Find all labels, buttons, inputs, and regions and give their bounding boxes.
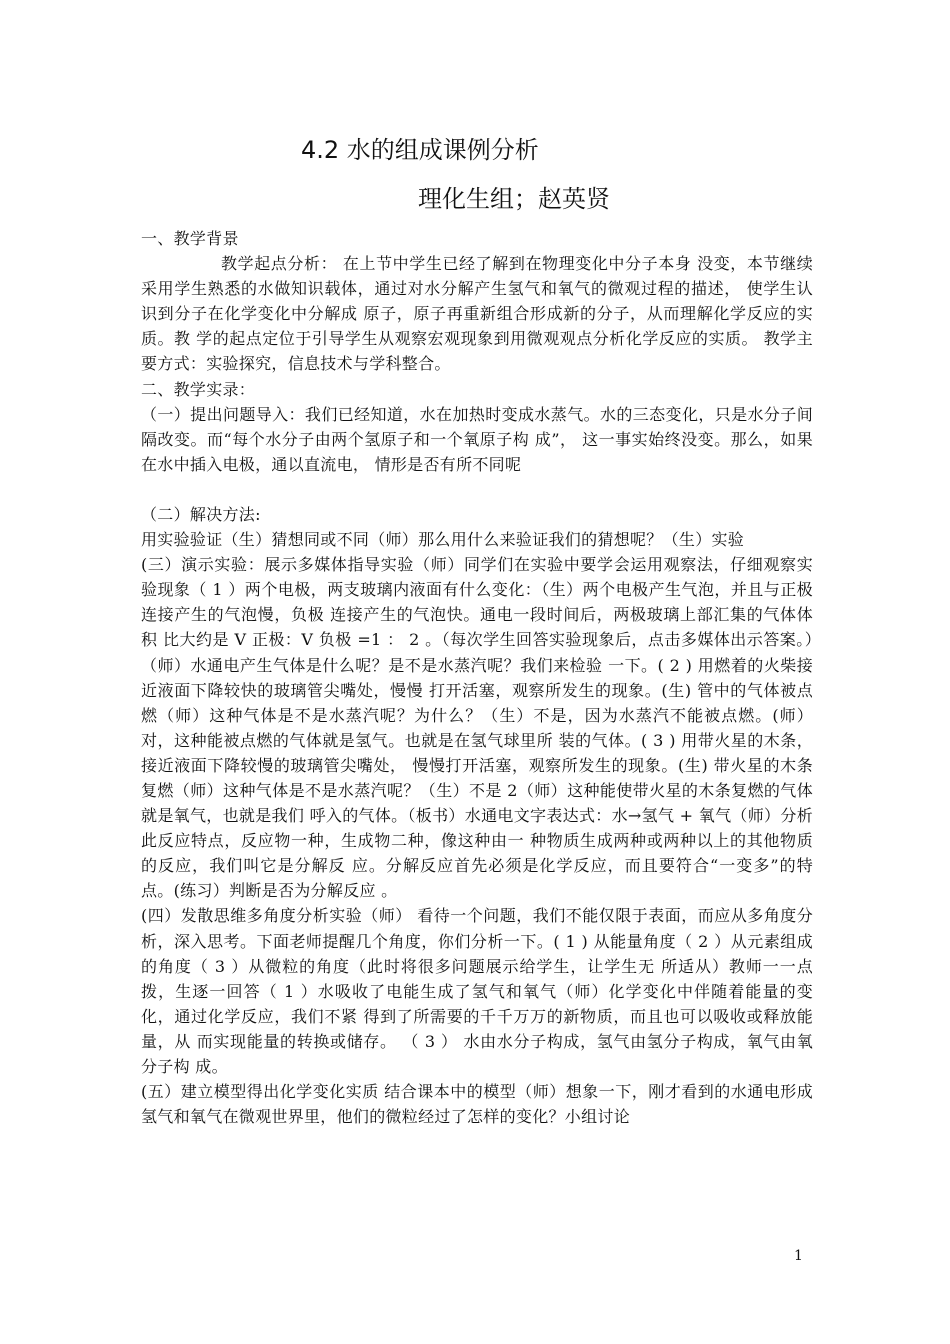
paragraph-experiment: (三）演示实验：展示多媒体指导实验（师）同学们在实验中要学会运用观察法，仔细观察实验现象（ 1 ）两个电极，两支玻璃内液面有什么变化：（生）两个电极产生气泡，并且与正极连接产生的气泡慢，负极 连接产生的气泡快。通电一段时间后，两极玻璃上部汇集的气体体积 比大约是 V 正极：V 负极 =1 ： 2 。（每次学生回答实验现象后，点击多媒体出示答案。）（师）水通电产生气体是什么呢？是不是水蒸汽呢？我们来检验 一下。( 2 ) 用燃着的火柴接近液面下降较快的玻璃管尖嘴处，慢慢 打开活塞，观察所发生的现象。(生) 管中的气体被点燃（师）这种气体是不是水蒸汽呢？为什么？（生）不是，因为水蒸汽不能被点燃。(师）对，这种能被点燃的气体就是氢气。也就是在氢气球里所 装的气体。( 3 ) 用带火星的木条，接近液面下降较慢的玻璃管尖嘴处， 慢慢打开活塞，观察所发生的现象。(生) 带火星的木条复燃（师）这种气体是不是水蒸汽呢？（生）不是 2（师）这种能使带火星的木条复燃的气体就是氧气，也就是我们 呼入的气体。（板书）水通电文字表达式：水→氢气 + 氧气（师）分析此反应特点，反应物一种，生成物二种，像这种由一 种物质生成两种或两种以上的其他物质的反应，我们叫它是分解反 应。分解反应首先必须是化学反应，而且要符合“一变多”的特点。(练习）判断是否为分解反应 。 bbox=[141, 555, 813, 901]
page-number: 1 bbox=[794, 1248, 803, 1264]
paragraph-introduction: （一）提出问题导入：我们已经知道，水在加热时变成水蒸气。水的三态变化，只是水分子间隔改变。而“每个水分子由两个氢原子和一个氧原子构 成”， 这一事实始终没变。那么，如果在水中插入电极，通以直流电， 情形是否有所不同呢 bbox=[141, 404, 813, 474]
paragraph-model: (五）建立模型得出化学变化实质 结合课本中的模型（师）想象一下，刚才看到的水通电形成氢气和氧气在微观世界里，他们的微粒经过了怎样的变化？小组讨论 bbox=[141, 1082, 813, 1127]
paragraph-gap bbox=[141, 477, 813, 502]
document-body bbox=[141, 226, 813, 1129]
section-heading-record: 二、教学实录： bbox=[141, 379, 256, 399]
paragraph-analysis: (四）发散思维多角度分析实验（师） 看待一个问题，我们不能仅限于表面，而应从多角度分析，深入思考。下面老师提醒几个角度，你们分析一下。( 1 ) 从能量角度（ 2 ）从元素组成的角度（ 3 ）从微粒的角度（此时将很多问题展示给学生，让学生无 所适从）教师一一点拨，生逐一回答（ 1 ）水吸收了电能生成了氢气和氧气（师）化学变化中伴随着能量的变化，通过化学反应，我们不紧 得到了所需要的千千万万的新物质，而且也可以吸收或释放能量，从 而实现能量的转换或储存。 （ 3 ） 水由水分子构成，氢气由氢分子构成，氧气由氧分子构 成。 bbox=[141, 906, 813, 1076]
paragraph-starting-point: 教学起点分析： 在上节中学生已经了解到在物理变化中分子本身 没变，本节继续采用学生熟悉的水做知识载体，通过对水分解产生氢气和氧气的微观过程的描述， 使学生认识到分子在化学变化中分解成 原子，原子再重新组合形成新的分子，从而理解化学反应的实质。教 学的起点定位于引导学生从观察宏观现象到用微观观点分析化学反应的实质。 教学主要方式：实验探究，信息技术与学科整合。 bbox=[141, 254, 813, 374]
section-heading-background: 一、教学背景 bbox=[141, 229, 239, 248]
paragraph-method: 用实验验证（生）猜想同或不同（师）那么用什么来验证我们的猜想呢？（生）实验 bbox=[141, 530, 745, 550]
document-author: 理化生组；赵英贤 bbox=[418, 185, 610, 213]
paragraph-method-heading: （二）解决方法: bbox=[141, 504, 261, 524]
document-title: 4.2 水的组成课例分析 bbox=[301, 136, 539, 164]
